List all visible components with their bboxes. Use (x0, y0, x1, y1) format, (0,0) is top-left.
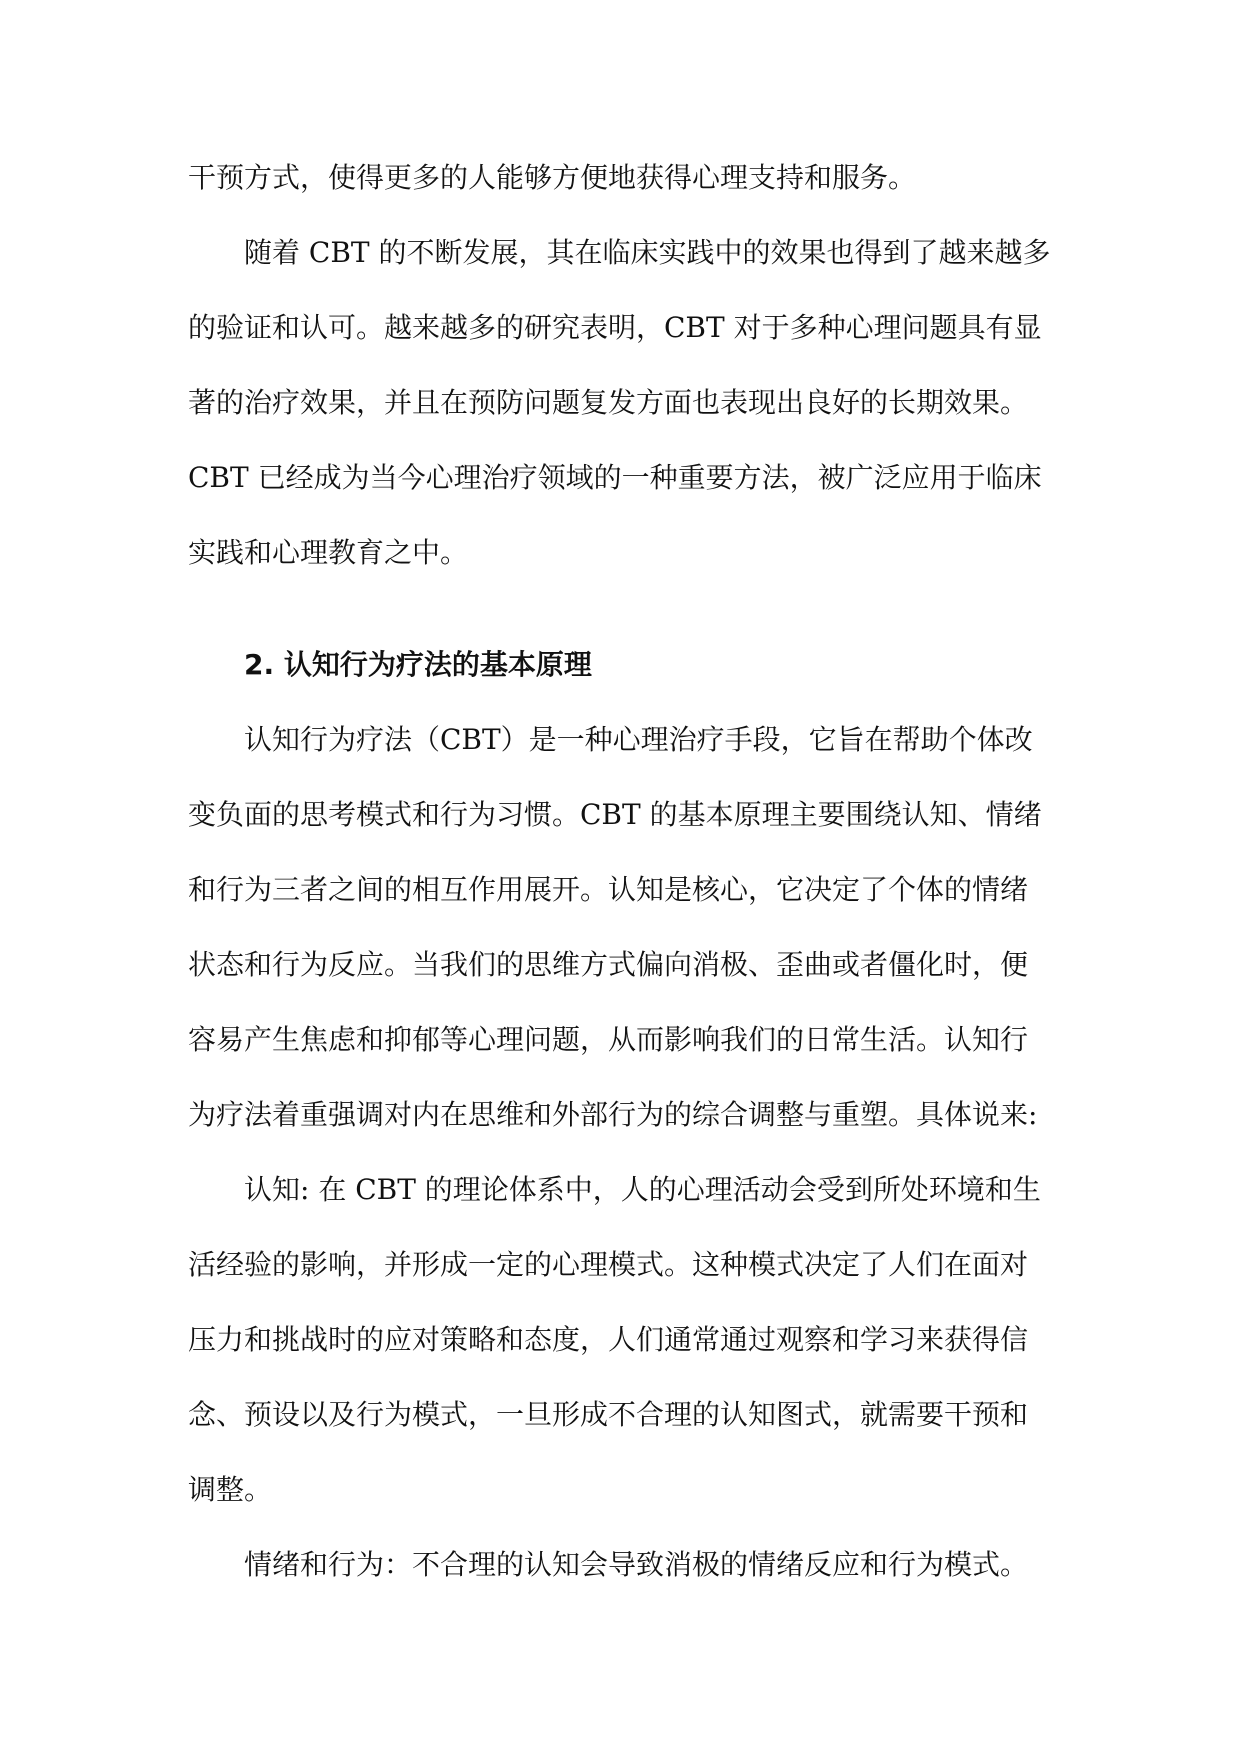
section-heading: 2. 认知行为疗法的基本原理 (244, 648, 592, 681)
paragraph-line: 念、预设以及行为模式，一旦形成不合理的认知图式，就需要干预和 (188, 1398, 1029, 1431)
paragraph-4 (188, 1152, 1053, 1527)
paragraph-3 (188, 702, 1053, 1152)
paragraph-2 (188, 215, 1053, 590)
paragraph-line: 随着 CBT 的不断发展，其在临床实践中的效果也得到了越来越多 (244, 236, 1051, 269)
paragraph-line: 和行为三者之间的相互作用展开。认知是核心，它决定了个体的情绪 (188, 873, 1029, 906)
paragraph-line: 容易产生焦虑和抑郁等心理问题，从而影响我们的日常生活。认知行 (188, 1023, 1029, 1056)
paragraph-5 (188, 1527, 1053, 1602)
paragraph-line: CBT 已经成为当今心理治疗领域的一种重要方法，被广泛应用于临床 (188, 461, 1042, 494)
paragraph-line: 压力和挑战时的应对策略和态度，人们通常通过观察和学习来获得信 (188, 1323, 1029, 1356)
paragraph-line: 变负面的思考模式和行为习惯。CBT 的基本原理主要围绕认知、情绪 (188, 798, 1042, 831)
paragraph-line: 状态和行为反应。当我们的思维方式偏向消极、歪曲或者僵化时，便 (188, 948, 1029, 981)
paragraph-line: 为疗法着重强调对内在思维和外部行为的综合调整与重塑。具体说来: (188, 1098, 1038, 1131)
paragraph-line: 实践和心理教育之中。 (188, 536, 469, 569)
paragraph-line: 的验证和认可。越来越多的研究表明，CBT 对于多种心理问题具有显 (188, 311, 1042, 344)
paragraph-line: 著的治疗效果，并且在预防问题复发方面也表现出良好的长期效果。 (188, 386, 1029, 419)
paragraph-line: 干预方式，使得更多的人能够方便地获得心理支持和服务。 (188, 161, 917, 194)
paragraph-line: 认知行为疗法（CBT）是一种心理治疗手段，它旨在帮助个体改 (244, 723, 1033, 756)
paragraph-line: 情绪和行为：不合理的认知会导致消极的情绪反应和行为模式。 (244, 1548, 1029, 1581)
paragraph-line: 认知: 在 CBT 的理论体系中，人的心理活动会受到所处环境和生 (244, 1173, 1041, 1206)
paragraph-1 (188, 140, 1053, 215)
document-body (188, 140, 1053, 1602)
paragraph-line: 调整。 (188, 1473, 273, 1506)
paragraph-line: 活经验的影响，并形成一定的心理模式。这种模式决定了人们在面对 (188, 1248, 1029, 1281)
